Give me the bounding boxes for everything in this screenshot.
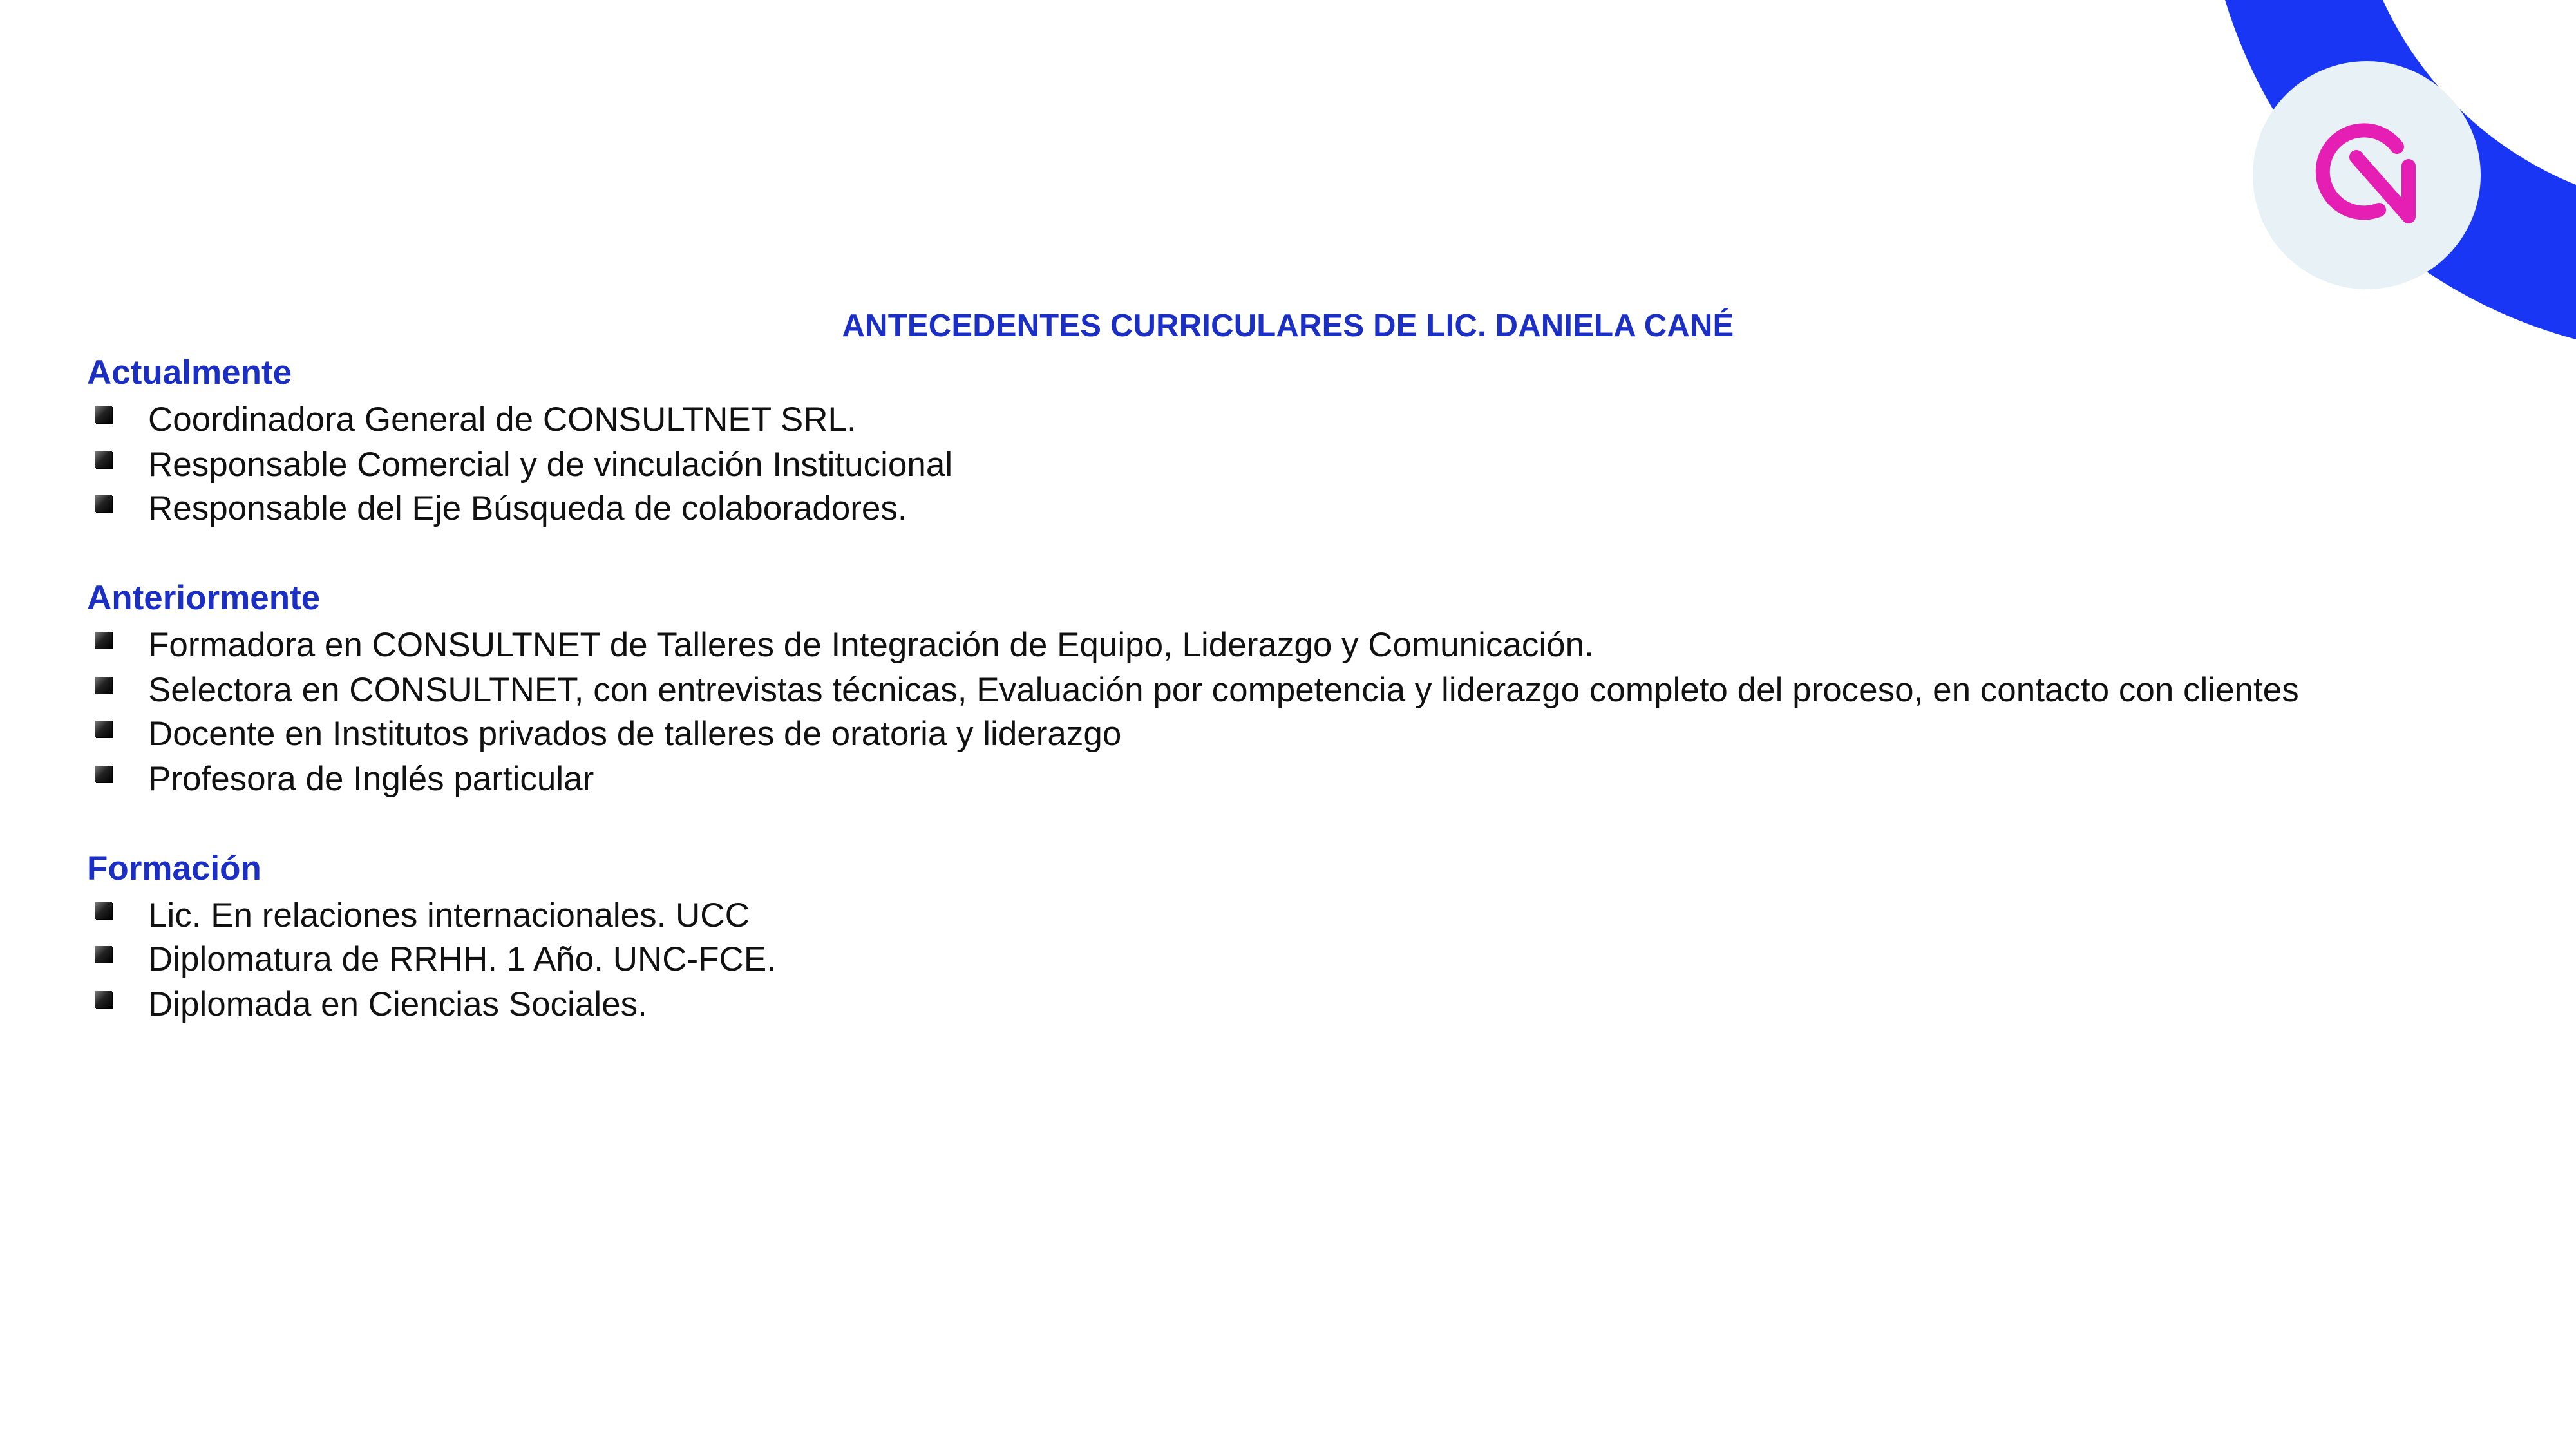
list-item — [95, 983, 647, 1025]
square-bullet-icon — [95, 991, 112, 1008]
square-bullet-icon — [95, 677, 112, 694]
list-item-text: Profesora de Inglés particular — [148, 759, 594, 798]
square-bullet-icon — [95, 946, 112, 963]
list-item — [95, 623, 1594, 666]
list-item-text: Diplomada en Ciencias Sociales. — [148, 985, 647, 1023]
square-bullet-icon — [95, 721, 112, 737]
list-item-text: Responsable del Eje Búsqueda de colaboradores. — [148, 489, 907, 527]
page-title: ANTECEDENTES CURRICULARES DE LIC. DANIELA CANÉ — [842, 308, 1734, 343]
square-bullet-icon — [95, 495, 112, 512]
list-item — [95, 487, 907, 529]
square-bullet-icon — [95, 902, 112, 919]
list-item — [95, 443, 952, 486]
list-item-text: Formadora en CONSULTNET de Talleres de Integración de Equipo, Liderazgo y Comunicación. — [148, 625, 1594, 664]
list-item-text: Diplomatura de RRHH. 1 Año. UNC-FCE. — [148, 940, 776, 978]
section-heading-formacion: Formación — [87, 849, 261, 887]
list-item-text: Lic. En relaciones internacionales. UCC — [148, 896, 750, 934]
section-heading-actualmente: Actualmente — [87, 354, 292, 392]
square-bullet-icon — [95, 766, 112, 782]
list-item — [95, 668, 2299, 711]
list-item-text: Selectora en CONSULTNET, con entrevistas técnicas, Evaluación por competencia y liderazgo completo del proceso, en contacto con clientes — [148, 670, 2299, 709]
list-item — [95, 398, 857, 440]
list-item — [95, 757, 594, 800]
square-bullet-icon — [95, 632, 112, 649]
square-bullet-icon — [95, 451, 112, 468]
square-bullet-icon — [95, 406, 112, 423]
list-item-text: Docente en Institutos privados de talleres de oratoria y liderazgo — [148, 714, 1122, 753]
list-item-text: Responsable Comercial y de vinculación Institucional — [148, 445, 953, 484]
list-item — [95, 894, 750, 936]
section-heading-anteriormente: Anteriormente — [87, 579, 321, 617]
list-item — [95, 938, 776, 980]
list-item-text: Coordinadora General de CONSULTNET SRL. — [148, 400, 857, 439]
list-item — [95, 712, 1121, 755]
